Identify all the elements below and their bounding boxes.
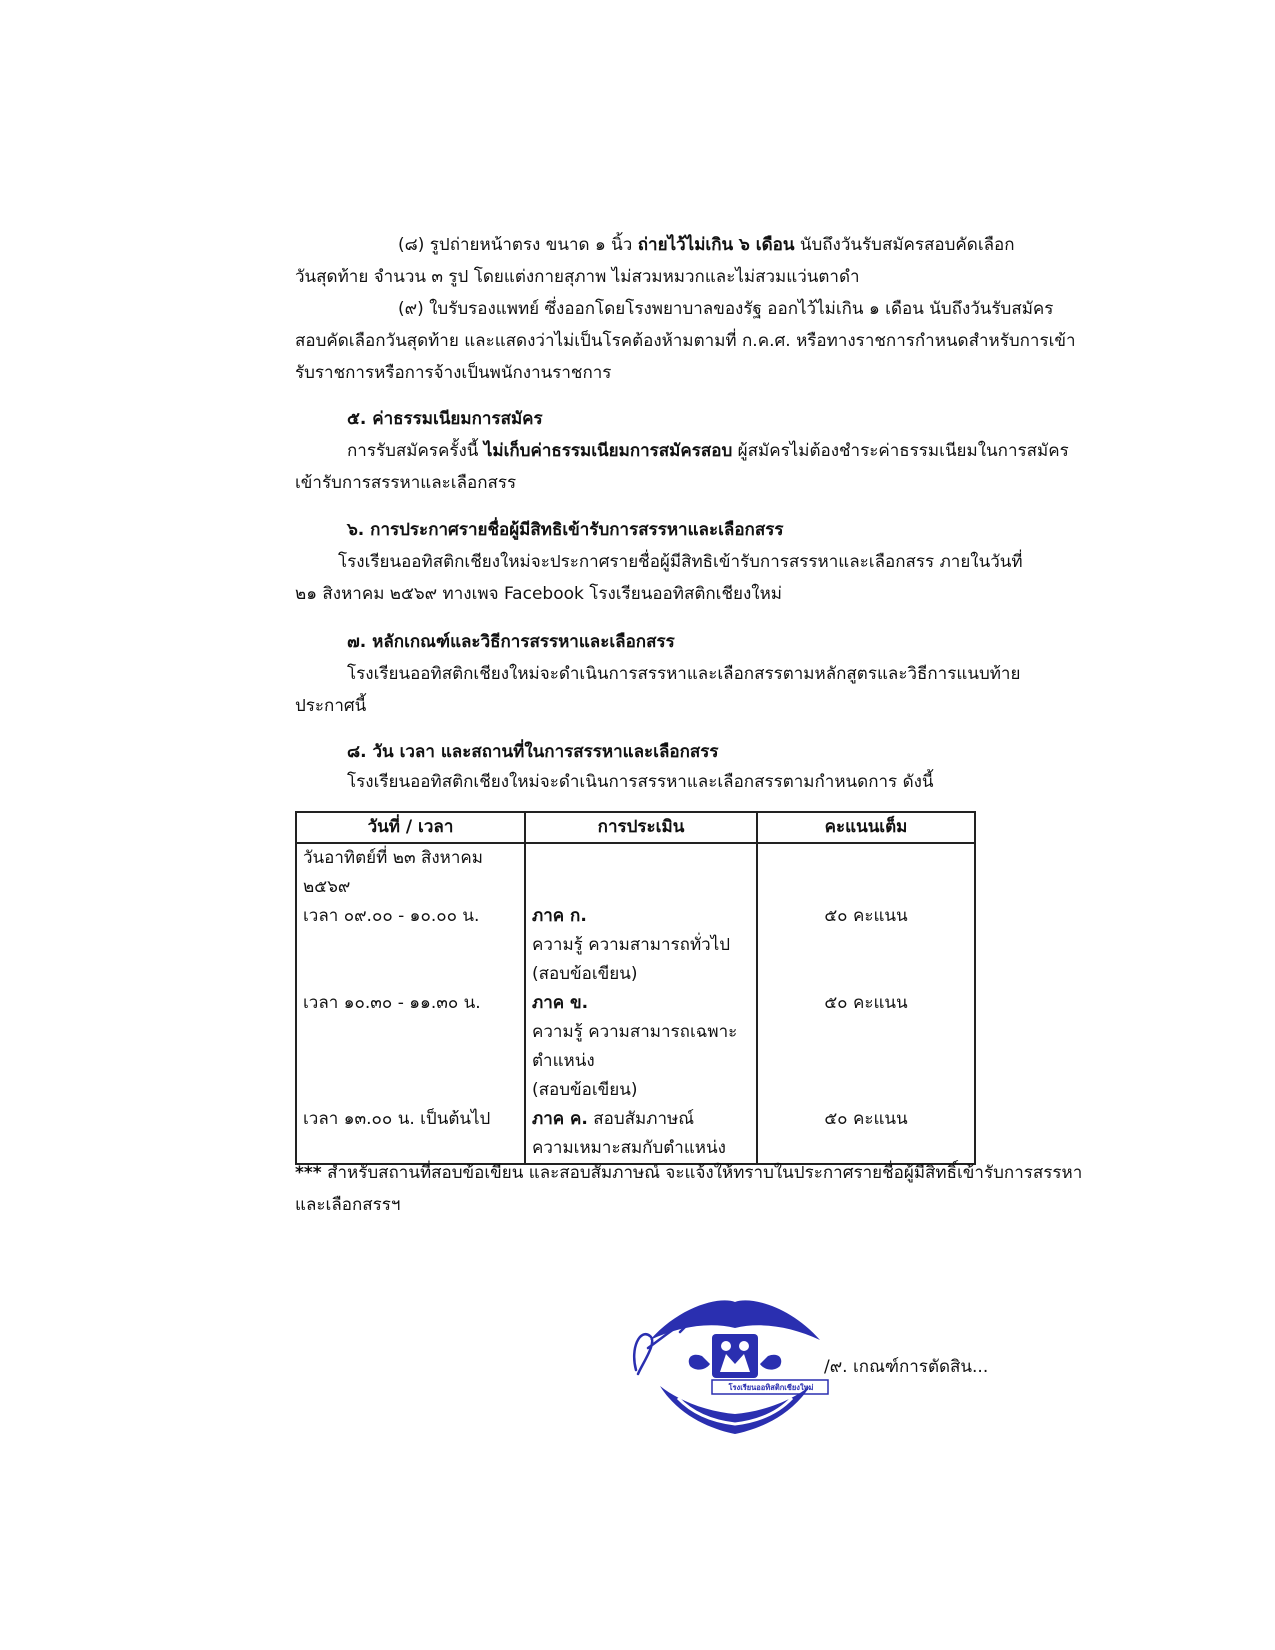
note-marker: *** xyxy=(295,1163,322,1183)
item8-text-end: นับถึงวันรับสมัครสอบคัดเลือก xyxy=(794,235,1015,255)
section-7-line1: โรงเรียนออทิสติกเชียงใหม่จะดำเนินการสรรหาและเลือกสรรตามหลักสูตรและวิธีการแนบท้าย xyxy=(347,664,1021,684)
item9-line3: รับราชการหรือการจ้างเป็นพนักงานราชการ xyxy=(295,363,612,383)
row-time: เวลา ๑๐.๓๐ - ๑๑.๓๐ น. xyxy=(296,989,525,1105)
section-5-text-end: ผู้สมัครไม่ต้องชำระค่าธรรมเนียมในการสมัคร xyxy=(732,441,1069,461)
section-5-heading: ๕. ค่าธรรมเนียมการสมัคร xyxy=(347,409,543,429)
section-6-line1: โรงเรียนออทิสติกเชียงใหม่จะประกาศรายชื่อผู้มีสิทธิเข้ารับการสรรหาและเลือกสรร ภายในวันที่ xyxy=(338,552,1023,572)
item8-line1 xyxy=(398,234,1015,256)
item8-bold-text: ถ่ายไว้ไม่เกิน ๖ เดือน xyxy=(637,235,795,255)
exam-date: วันอาทิตย์ที่ ๒๓ สิงหาคม ๒๕๖๙ xyxy=(296,843,525,902)
item9-line1: (๙) ใบรับรองแพทย์ ซึ่งออกโดยโรงพยาบาลของรัฐ ออกไว้ไม่เกิน ๑ เดือน นับถึงวันรับสมัคร xyxy=(398,299,1054,319)
item9-line2: สอบคัดเลือกวันสุดท้าย และแสดงว่าไม่เป็นโรคต้องห้ามตามที่ ก.ค.ศ. หรือทางราชการกำหนดสำหรับการเข้า xyxy=(295,331,1076,351)
part-label-rest: สอบสัมภาษณ์ xyxy=(587,1109,694,1129)
item8-line2: วันสุดท้าย จำนวน ๓ รูป โดยแต่งกายสุภาพ ไม่สวมหมวกและไม่สวมแว่นตาดำ xyxy=(295,267,860,287)
part-label: ภาค ก. xyxy=(532,906,587,926)
note-line1 xyxy=(295,1162,1082,1184)
section-7-heading: ๗. หลักเกณฑ์และวิธีการสรรหาและเลือกสรร xyxy=(347,632,675,652)
header-assessment: การประเมิน xyxy=(525,812,757,843)
table-header-row xyxy=(296,812,975,843)
header-date-time: วันที่ / เวลา xyxy=(296,812,525,843)
part-label: ภาค ข. xyxy=(532,993,589,1013)
section-6-line2: ๒๑ สิงหาคม ๒๕๖๙ ทางเพจ Facebook โรงเรียนออทิสติกเชียงใหม่ xyxy=(295,584,782,604)
section-5-line2: เข้ารับการสรรหาและเลือกสรร xyxy=(295,473,517,493)
table-row-date xyxy=(296,843,975,902)
school-seal-logo xyxy=(640,1298,830,1438)
section-5-text: การรับสมัครครั้งนี้ xyxy=(347,441,484,461)
table-row xyxy=(296,1105,975,1164)
row-score: ๕๐ คะแนน xyxy=(757,902,975,989)
continuation-text: /๙. เกณฑ์การตัดสิน... xyxy=(824,1357,989,1377)
part-detail: ความรู้ ความสามารถเฉพาะ xyxy=(532,1022,738,1042)
part-label: ภาค ค. xyxy=(532,1109,588,1129)
section-8-heading: ๘. วัน เวลา และสถานที่ในการสรรหาและเลือกสรร xyxy=(347,742,719,762)
section-5-bold-text: ไม่เก็บค่าธรรมเนียมการสมัครสอบ xyxy=(483,441,733,461)
part-detail: ความรู้ ความสามารถทั่วไป xyxy=(532,935,731,955)
table-row xyxy=(296,989,975,1105)
note-text: สำหรับสถานที่สอบข้อเขียน และสอบสัมภาษณ์ จะแจ้งให้ทราบในประกาศรายชื่อผู้มีสิทธิ์เข้ารับการสรรหา xyxy=(321,1163,1083,1183)
row-assessment xyxy=(525,902,757,989)
schedule-table xyxy=(295,811,976,1165)
section-5-line1 xyxy=(347,440,1069,462)
item8-text: (๘) รูปถ่ายหน้าตรง ขนาด ๑ นิ้ว xyxy=(398,235,638,255)
row-score: ๕๐ คะแนน xyxy=(757,1105,975,1164)
row-assessment xyxy=(525,1105,757,1164)
part-detail: ตำแหน่ง xyxy=(532,1051,595,1071)
row-time: เวลา ๐๙.๐๐ - ๑๐.๐๐ น. xyxy=(296,902,525,989)
section-6-heading: ๖. การประกาศรายชื่อผู้มีสิทธิเข้ารับการสรรหาและเลือกสรร xyxy=(347,520,784,540)
row-time: เวลา ๑๓.๐๐ น. เป็นต้นไป xyxy=(296,1105,525,1164)
part-detail: (สอบข้อเขียน) xyxy=(532,964,638,984)
section-7-line2: ประกาศนี้ xyxy=(295,696,367,716)
table-row xyxy=(296,902,975,989)
part-detail: (สอบข้อเขียน) xyxy=(532,1080,638,1100)
row-score: ๕๐ คะแนน xyxy=(757,989,975,1105)
row-assessment xyxy=(525,989,757,1105)
section-8-line1: โรงเรียนออทิสติกเชียงใหม่จะดำเนินการสรรหาและเลือกสรรตามกำหนดการ ดังนี้ xyxy=(347,772,934,792)
header-full-score: คะแนนเต็ม xyxy=(757,812,975,843)
note-line2: และเลือกสรรฯ xyxy=(295,1195,401,1215)
part-detail: ความเหมาะสมกับตำแหน่ง xyxy=(532,1138,726,1158)
seal-caption: โรงเรียนออทิสติกเชียงใหม่ xyxy=(728,1383,814,1392)
